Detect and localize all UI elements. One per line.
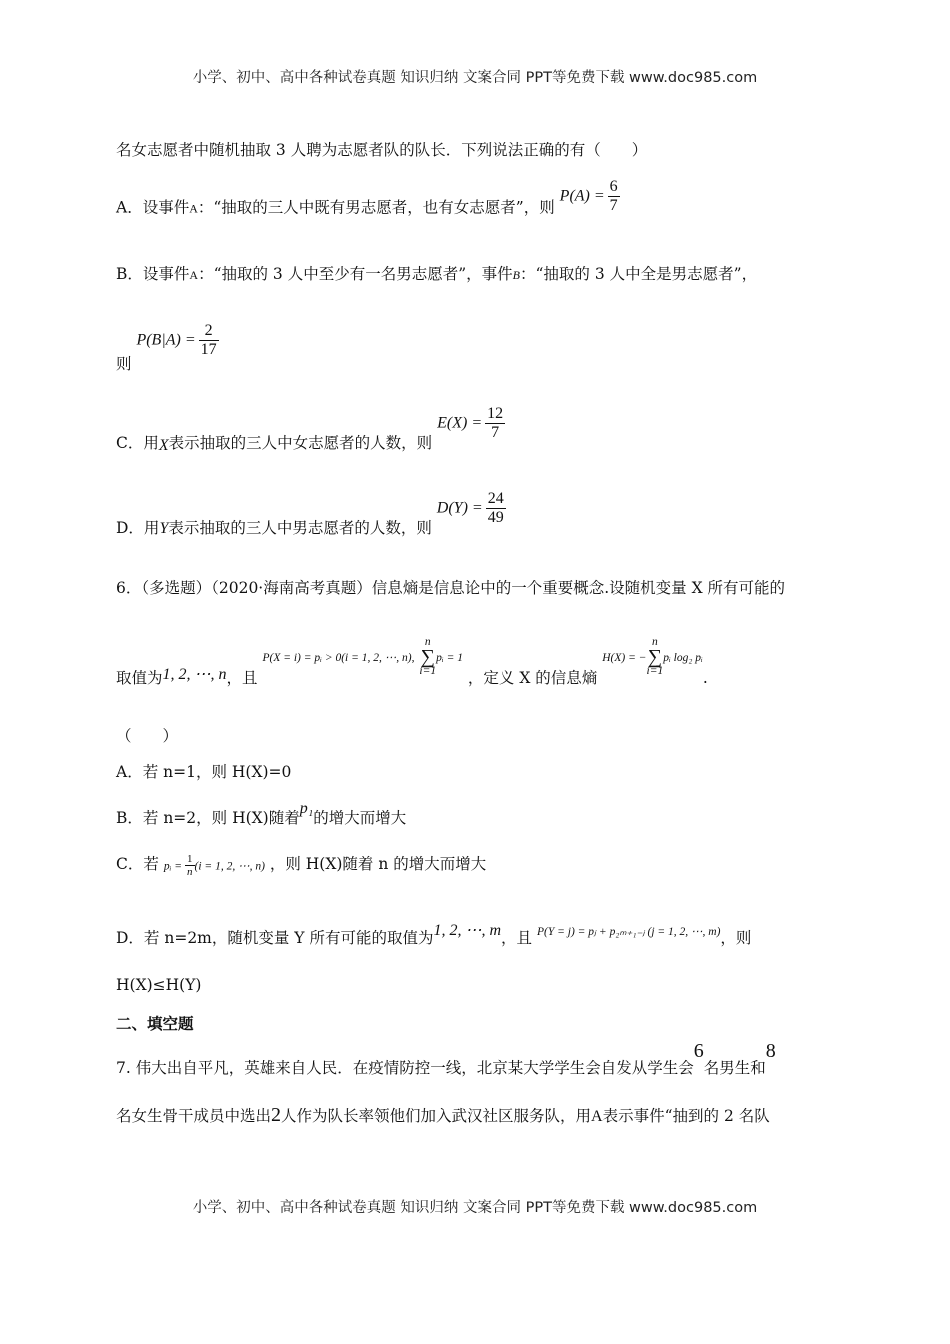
q6-d-values: 1, 2, ⋯, m [433, 922, 502, 939]
q5-c-var: X [158, 436, 169, 454]
q5-c-text: 表示抽取的三人中女志愿者的人数，则 [168, 433, 433, 452]
q5-option-d [116, 490, 506, 537]
q6-c-post: ，则 H(X)随着 n 的增大而增大 [269, 855, 487, 873]
q5-a-fraction [608, 178, 620, 215]
q6-option-d-line2: H(X)≤H(Y) [116, 976, 202, 994]
q5-option-c [116, 405, 505, 454]
q5-a-den: 7 [609, 197, 618, 214]
q7-line2-post: 表示事件“抽到的 2 名队 [602, 1107, 770, 1125]
q5-b-text: ：“抽取的 3 人中全是男志愿者”， [520, 265, 758, 283]
q6-d-condition: P(Y = j) = pⱼ + p₂ₘ₊₁₋ⱼ (j = 1, 2, ⋯, m) [537, 926, 721, 938]
page-header: 小学、初中、高中各种试卷真题 知识归纳 文案合同 PPT等免费下载 www.doc985.com [192, 70, 758, 86]
q5-b-formula [136, 322, 218, 359]
q5-b-den: 17 [200, 341, 217, 358]
q5-b-event-a: A [189, 268, 199, 282]
q6-sum-bottom: i=1 [419, 665, 437, 677]
q7-line2-mid: 人作为队长率领他们加入武汉社区服务队，用 [281, 1107, 592, 1125]
q6-sum-body: pᵢ = 1 [436, 652, 463, 664]
q5-c-lhs: E(X) = [437, 414, 483, 432]
q5-d-pre: D．用 [116, 518, 160, 537]
q6-line1: 6．（多选题）（2020·海南高考真题）信息熵是信息论中的一个重要概念.设随机变量 X 所有可能的 [116, 579, 786, 597]
q6-entropy-sum: n ∑ i=1 [646, 636, 664, 677]
q5-option-a [116, 178, 620, 227]
q6-option-a: A．若 n=1，则 H(X)=0 [116, 763, 292, 781]
q5-d-lhs: D(Y) = [436, 499, 483, 517]
q5-a-event: A [189, 201, 198, 216]
q6-c-pre: C．若 [116, 855, 159, 873]
q6-d-and: ，且 [501, 929, 533, 947]
q6-c-formula [164, 853, 265, 878]
q5-option-b-formula-line [116, 322, 219, 373]
q6-entropy-sum-bottom: i=1 [646, 665, 664, 677]
q5-a-num: 6 [609, 178, 618, 195]
q6-c-cond: (i = 1, 2, ⋯, n) [194, 860, 265, 872]
q6-entropy: H(X) = − [602, 652, 647, 664]
q6-condition: P(X = i) = pᵢ > 0(i = 1, 2, ⋯, n), [262, 652, 415, 664]
q5-d-var: Y [159, 519, 169, 537]
q6-line2 [116, 636, 708, 687]
q5-b-pre: B．设事件 [116, 265, 190, 283]
q5-c-formula [437, 405, 505, 442]
q6-b-post: 的增大而增大 [313, 809, 407, 827]
q5-b-num: 2 [199, 322, 219, 341]
q7-line1-pre: 7. 伟大出自平凡，英雄来自人民．在疫情防控一线，北京某大学学生会自发从学生会 [116, 1059, 694, 1077]
q6-b-pre: B．若 n=2，则 H(X)随着 [116, 809, 300, 827]
q5-option-b [116, 262, 757, 284]
q6-c-num: 1 [187, 852, 193, 865]
q6-d-then: ，则 [720, 929, 752, 947]
q5-d-den: 49 [487, 509, 504, 526]
q6-values: 1, 2, ⋯, n [162, 666, 227, 683]
q7-num-boys: 6 [693, 1040, 704, 1062]
q5-c-fraction [485, 405, 505, 442]
q5-a-lhs: P(A) = [559, 187, 605, 205]
q5-b-fraction [199, 322, 219, 359]
q6-sum-top: n [424, 636, 431, 648]
section-title-fill-in: 二、填空题 [116, 1015, 194, 1033]
q5-b-event-b: B [512, 268, 520, 282]
q6-b-var: p₁ [299, 800, 314, 817]
q6-definition: ，定义 X 的信息熵 [467, 669, 598, 687]
q7-line1 [116, 1040, 776, 1077]
q6-option-b [116, 796, 407, 827]
q5-a-pre: A．设事件 [116, 198, 190, 217]
q7-line2-pre: 名女生骨干成员中选出 [116, 1107, 272, 1125]
q7-num-girls: 8 [765, 1040, 776, 1062]
q6-c-den: n [187, 865, 193, 878]
q5-a-formula [560, 178, 620, 215]
q5-c-pre: C．用 [116, 433, 159, 452]
q6-option-d [116, 918, 752, 947]
q5-b-lhs: P(B|A) = [136, 331, 196, 349]
q5-intro: 名女志愿者中随机抽取 3 人聘为志愿者队的队长．下列说法正确的有（ ） [116, 141, 648, 159]
q5-d-num: 24 [487, 490, 504, 507]
q5-c-den: 7 [491, 424, 500, 441]
q6-d-pre: D．若 n=2m，随机变量 Y 所有可能的取值为 [116, 929, 434, 947]
q5-d-text: 表示抽取的三人中男志愿者的人数，则 [168, 518, 432, 537]
q7-line1-mid: 名男生和 [703, 1059, 766, 1077]
q5-d-formula [437, 490, 506, 527]
q7-line2 [116, 1104, 770, 1127]
q6-end: . [702, 669, 708, 687]
q6-c-fraction [185, 853, 195, 878]
q6-and: ，且 [226, 669, 258, 687]
q5-c-num: 12 [487, 405, 504, 422]
q6-entropy-body: pᵢ log₂ pᵢ [663, 652, 703, 664]
q6-entropy-sum-top: n [651, 636, 658, 648]
page-footer: 小学、初中、高中各种试卷真题 知识归纳 文案合同 PPT等免费下载 www.doc985.com [192, 1200, 758, 1216]
q6-paren: （ ） [116, 727, 179, 745]
q6-sum: n ∑ i=1 [419, 636, 437, 677]
q5-d-fraction [486, 490, 506, 527]
q6-values-pre: 取值为 [116, 669, 163, 687]
q5-b-mid: ：“抽取的 3 人中至少有一名男志愿者”，事件 [198, 265, 513, 283]
q5-b-then: 则 [116, 354, 132, 373]
q6-option-c [116, 852, 486, 878]
q6-c-lhs: pᵢ = [163, 860, 183, 872]
q7-event: A [591, 1108, 603, 1125]
q5-a-text: ：“抽取的三人中既有男志愿者，也有女志愿者”，则 [197, 198, 555, 217]
q7-num-selected: 2 [271, 1104, 282, 1126]
